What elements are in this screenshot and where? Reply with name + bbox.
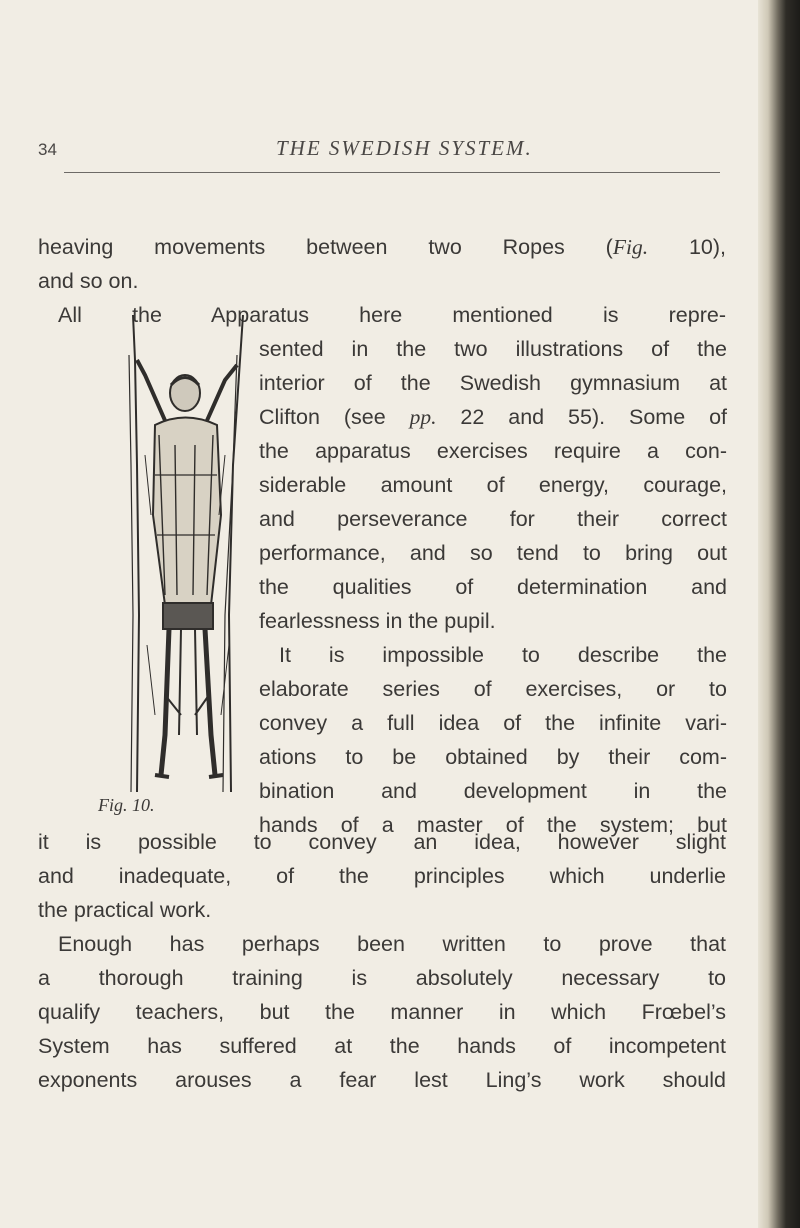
text-line: the practical work.	[38, 898, 212, 922]
text-line-part: Clifton (see	[259, 405, 410, 429]
text-line: ations to be obtained by their com-	[259, 745, 727, 769]
paragraph-bottom	[38, 825, 726, 1097]
text-line: siderable amount of energy, courage,	[259, 473, 727, 497]
page-number: 34	[38, 140, 57, 159]
text-line: System has suffered at the hands of incompetent	[38, 1034, 726, 1058]
text-line: elaborate series of exercises, or to	[259, 677, 727, 701]
text-line: fearlessness in the pupil.	[259, 609, 496, 633]
page-reference: pp.	[409, 405, 437, 429]
text-line-part: 10),	[648, 235, 726, 259]
text-line-part: heaving movements between two Ropes (	[38, 235, 613, 259]
paragraph-apparatus	[259, 332, 727, 842]
text-line: a thorough training is absolutely necessary to	[38, 966, 726, 990]
text-line: convey a full idea of the infinite vari-	[259, 711, 727, 735]
running-head: THE SWEDISH SYSTEM.	[276, 136, 533, 160]
text-line: It is impossible to describe the	[279, 643, 727, 667]
text-line	[38, 230, 726, 264]
page-header	[0, 128, 760, 178]
figure-caption: Fig. 10.	[98, 795, 155, 815]
fig-reference: Fig.	[612, 235, 649, 259]
text-line-part: 22 and 55). Some of	[436, 405, 728, 429]
text-line: it is possible to convey an idea, however slight	[38, 830, 726, 854]
gymnast-ropes-illustration	[125, 315, 255, 792]
book-edge-shadow	[758, 0, 800, 1228]
text-line: exponents arouses a fear lest Ling’s work should	[38, 1068, 726, 1092]
text-line: the apparatus exercises require a con-	[259, 439, 727, 463]
text-line: sented in the two illustrations of the	[259, 337, 727, 361]
text-line: qualify teachers, but the manner in which Frœbel’s	[38, 1000, 726, 1024]
text-line: interior of the Swedish gymnasium at	[259, 371, 727, 395]
text-line: and inadequate, of the principles which underlie	[38, 864, 726, 888]
text-line: and perseverance for their correct	[259, 507, 727, 531]
header-rule	[64, 172, 720, 173]
text-line: the qualities of determination and	[259, 575, 727, 599]
text-line: hands of a master of the system; but	[259, 813, 727, 837]
text-line: bination and development in the	[259, 779, 727, 803]
text-line	[259, 400, 727, 434]
text-line: Enough has perhaps been written to prove that	[58, 932, 726, 956]
text-line: performance, and so tend to bring out	[259, 541, 727, 565]
text-line-start: All the	[58, 303, 162, 327]
text-line-rest: Apparatus here mentioned is repre-	[210, 303, 726, 327]
text-line: and so on.	[38, 269, 139, 293]
